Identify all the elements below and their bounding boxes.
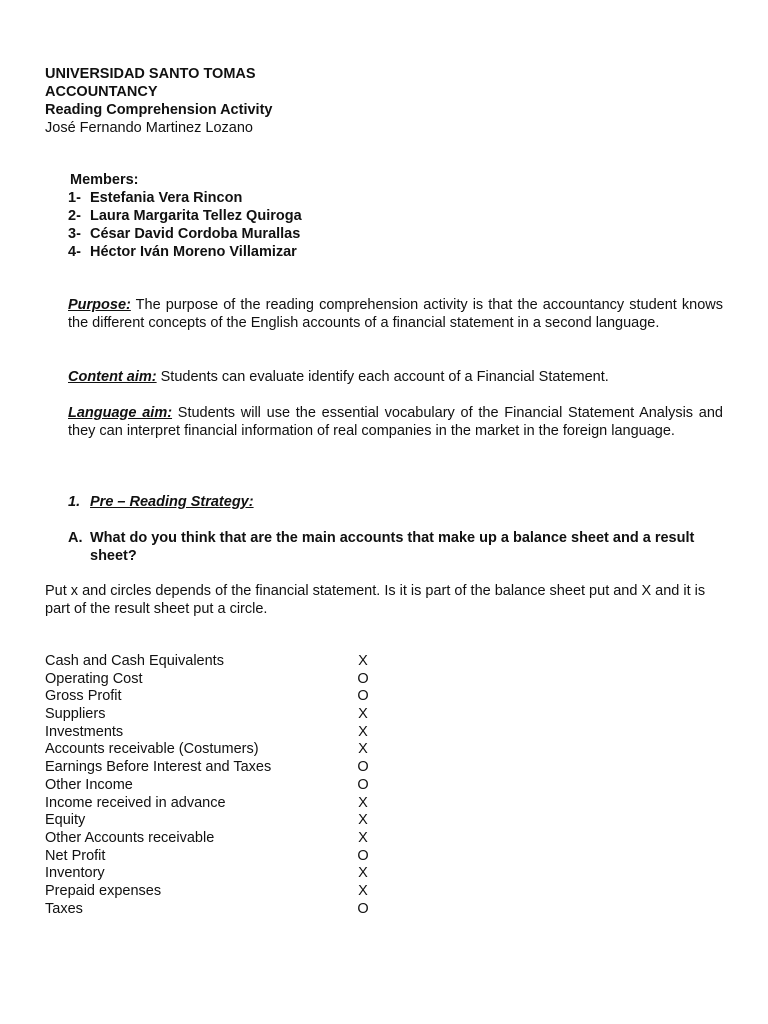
member-number: 4-: [68, 244, 81, 260]
language-aim-paragraph: [68, 404, 723, 440]
account-mark: X: [358, 882, 368, 899]
account-row: [45, 653, 405, 671]
account-mark: X: [358, 829, 368, 846]
account-row: [45, 830, 405, 848]
account-name: Accounts receivable (Costumers): [45, 741, 259, 758]
account-name: Prepaid expenses: [45, 882, 162, 899]
university-name: UNIVERSIDAD SANTO TOMAS: [45, 66, 256, 82]
account-mark: X: [358, 723, 368, 740]
strategy-title: Pre – Reading Strategy:: [90, 494, 254, 510]
question-a: [68, 529, 723, 565]
account-row: [45, 759, 405, 777]
member-item: [68, 207, 302, 225]
members-title: Members:: [70, 172, 139, 188]
member-item: [68, 189, 302, 207]
account-name: Operating Cost: [45, 670, 143, 687]
account-row: [45, 777, 405, 795]
account-mark: X: [358, 794, 368, 811]
account-name: Taxes: [45, 900, 83, 917]
member-number: 2-: [68, 208, 81, 224]
account-row: [45, 688, 405, 706]
account-mark: X: [358, 706, 368, 723]
account-mark: X: [358, 653, 368, 669]
account-row: [45, 795, 405, 813]
activity-title: Reading Comprehension Activity: [45, 102, 273, 118]
instructions-paragraph: Put x and circles depends of the financial statement. Is it is part of the balance sheet put and X and it is part of the result sheet put a circle.: [45, 583, 706, 617]
program-name: ACCOUNTANCY: [45, 84, 158, 100]
strategy-number: 1.: [68, 494, 81, 510]
account-mark: O: [357, 670, 369, 687]
teacher-name: José Fernando Martinez Lozano: [45, 120, 253, 136]
member-item: [68, 243, 302, 261]
account-name: Investments: [45, 723, 124, 740]
account-row: [45, 812, 405, 830]
account-name: Equity: [45, 812, 86, 829]
account-name: Other Income: [45, 776, 133, 793]
purpose-paragraph: [68, 296, 723, 332]
account-name: Cash and Cash Equivalents: [45, 653, 224, 669]
member-name: Laura Margarita Tellez Quiroga: [90, 208, 302, 224]
purpose-label: Purpose:: [68, 297, 131, 313]
member-name: Héctor Iván Moreno Villamizar: [90, 244, 297, 260]
language-aim-text: Students will use the essential vocabulary of the Financial Statement Analysis and they can interpret financial information of real companies in the market in the foreign language.: [68, 405, 723, 439]
account-name: Inventory: [45, 865, 105, 882]
account-mark: O: [357, 759, 369, 776]
member-number: 3-: [68, 226, 81, 242]
account-row: [45, 724, 405, 742]
account-mark: O: [357, 776, 369, 793]
accounts-list: [45, 653, 405, 918]
account-row: [45, 741, 405, 759]
member-item: [68, 225, 302, 243]
account-mark: X: [358, 865, 368, 882]
account-row: [45, 671, 405, 689]
members-section: [68, 171, 302, 261]
purpose-text: The purpose of the reading comprehension activity is that the accountancy student knows the different concepts of the English accounts of a financial statement in a second language.: [68, 297, 723, 331]
account-mark: O: [357, 688, 369, 705]
question-letter: A.: [68, 530, 83, 546]
account-row: [45, 901, 405, 919]
language-aim-label: Language aim:: [68, 405, 173, 421]
account-name: Earnings Before Interest and Taxes: [45, 759, 272, 776]
account-name: Suppliers: [45, 706, 106, 723]
content-aim-paragraph: [68, 368, 723, 386]
account-name: Gross Profit: [45, 688, 122, 705]
strategy-heading: [68, 493, 254, 511]
account-row: [45, 865, 405, 883]
account-row: [45, 706, 405, 724]
member-name: César David Cordoba Murallas: [90, 226, 301, 242]
account-name: Other Accounts receivable: [45, 829, 215, 846]
document-header: [45, 65, 272, 137]
account-row: [45, 848, 405, 866]
member-number: 1-: [68, 190, 81, 206]
account-mark: X: [358, 812, 368, 829]
account-row: [45, 883, 405, 901]
account-mark: X: [358, 741, 368, 758]
member-name: Estefania Vera Rincon: [90, 190, 243, 206]
content-aim-text: Students can evaluate identify each account of a Financial Statement.: [156, 369, 609, 385]
question-text: What do you think that are the main accounts that make up a balance sheet and a result sheet?: [90, 530, 695, 564]
account-mark: O: [357, 847, 369, 864]
account-name: Net Profit: [45, 847, 106, 864]
account-name: Income received in advance: [45, 794, 226, 811]
account-mark: O: [357, 900, 369, 917]
content-aim-label: Content aim:: [68, 369, 157, 385]
